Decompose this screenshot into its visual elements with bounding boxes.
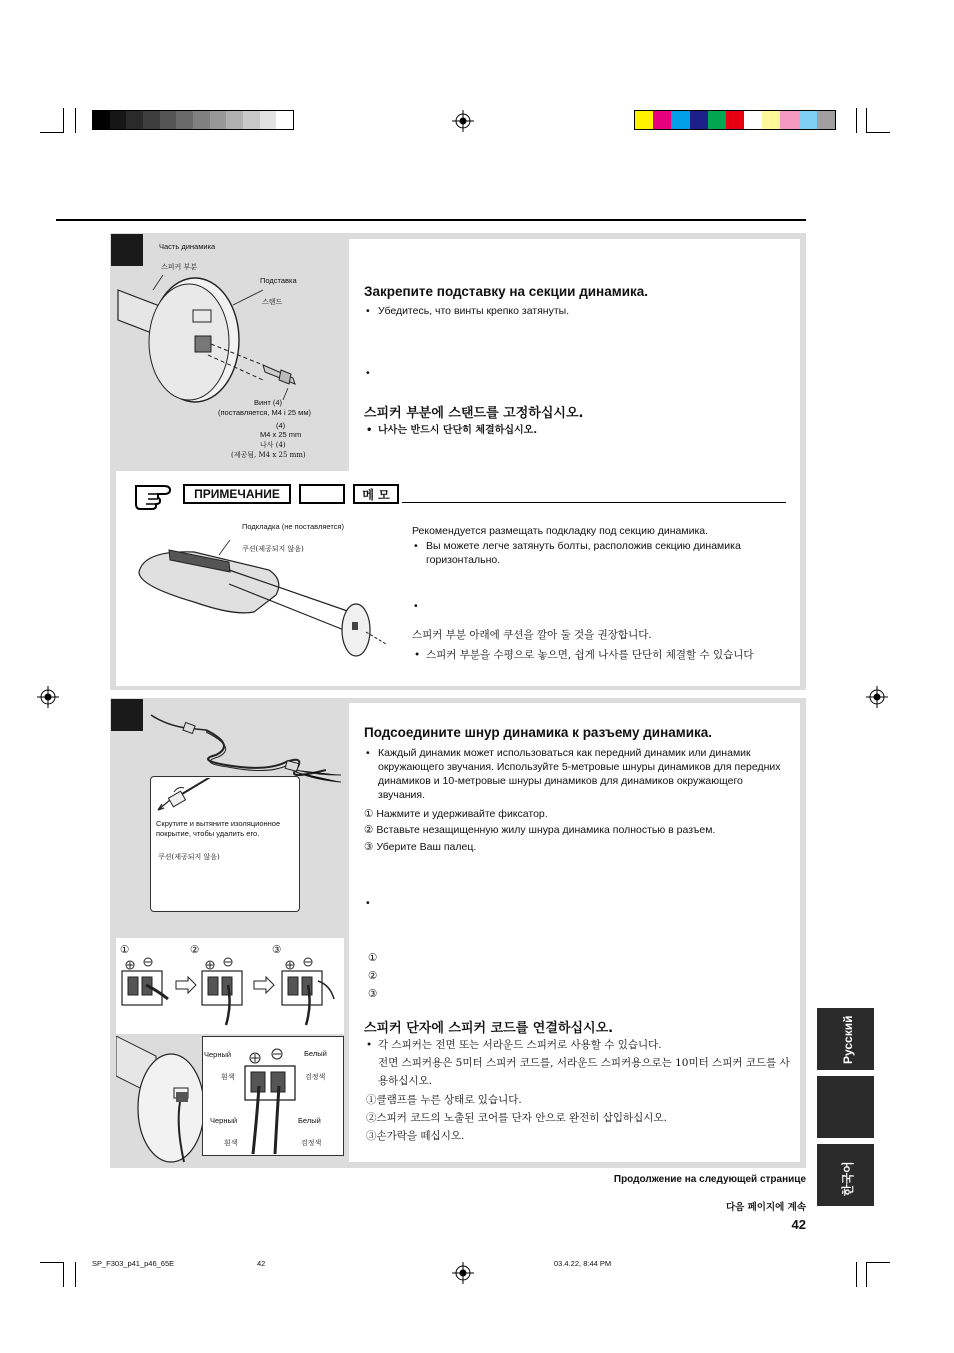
step2-step-ko-3: ③손가락을 떼십시오. — [366, 1130, 465, 1142]
terminal-white-ko-2: 흰색 — [224, 1139, 238, 1147]
terminal-black-ko-2: 검정색 — [301, 1139, 322, 1147]
step1-bullet-ko — [364, 424, 784, 438]
registration-mark-bottom — [452, 1262, 474, 1284]
color-swatch — [671, 111, 689, 129]
gray-swatch — [93, 111, 110, 129]
page-number: 42 — [791, 1217, 806, 1232]
color-swatch — [799, 111, 817, 129]
fig1-part-label-ru: Часть динамика — [159, 242, 216, 251]
step2-bullet-ko-text — [364, 1036, 798, 1090]
color-swatch — [690, 111, 708, 129]
slug-file: SP_F303_p41_p46_65E — [92, 1259, 175, 1268]
step2-heading-ru: Подсоедините шнур динамика к разъему динамика. — [364, 725, 713, 740]
registration-mark-top — [452, 110, 474, 132]
note-bullet-ko — [412, 646, 802, 664]
tab-russian-label: Русский — [841, 1015, 855, 1064]
fig1-screw-label-ru-2: (поставляется, M4 i 25 мм) — [218, 408, 311, 417]
terminal-step-label-2: ② — [190, 944, 200, 956]
note-label-ko-text: 메 모 — [362, 487, 390, 502]
continued-ko: 다음 페이지에 계속 — [725, 1202, 806, 1213]
pad-label-ru: Подкладка (не поставляется) — [242, 522, 344, 531]
step1-heading-ko: 스피커 부분에 스탠드를 고정하십시오. — [364, 406, 584, 421]
step2-bullet-ru-text: • Каждый динамик может использоваться как передний динамик или динамик окружающего звучания. Используйте 5-метровые шнуры динамиков для передних динамиков и 10-метровые шнуры динамиков для динамиков окружающего звучания. — [364, 746, 792, 802]
gray-swatch — [176, 111, 193, 129]
note-label-ru — [183, 484, 291, 504]
step2-step-ko-1: ①클램프를 누른 상태로 있습니다. — [366, 1094, 522, 1106]
gray-swatch — [210, 111, 227, 129]
terminal-white-ru-2: Белый — [298, 1116, 321, 1125]
note-label-blank — [299, 484, 345, 504]
tab-russian — [817, 1008, 874, 1070]
terminal-step-label-1: ① — [120, 944, 130, 956]
speaker-terminal-illustration — [116, 1036, 206, 1166]
note-bullet-ru — [412, 539, 792, 567]
terminal-black-ru-2: Черный — [210, 1116, 238, 1125]
fig1-screw-label-x-1: (4) — [276, 421, 286, 430]
stand-attach-illustration — [113, 270, 343, 420]
gray-swatch — [143, 111, 160, 129]
step2-bullet-ko-line-1: 각 스피커는 전면 또는 서라운드 스피커로 사용할 수 있습니다. — [378, 1039, 662, 1051]
tab-blank — [817, 1076, 874, 1138]
fig1-screw-label-ru-1: Винт (4) — [254, 398, 283, 407]
fig1-stand-label-ru: Подставка — [260, 276, 297, 285]
step2-heading-ko: 스피커 단자에 스피커 코드를 연결하십시오. — [364, 1021, 614, 1036]
pointing-hand-icon — [134, 476, 178, 512]
terminal-steps-illustration — [118, 955, 342, 1030]
fig1-part-label-ko: 스피커 부분 — [161, 263, 198, 271]
color-swatch — [817, 111, 835, 129]
terminal-black-ru-1: Черный — [204, 1050, 232, 1059]
step2-empty-step-1: ① — [368, 952, 378, 964]
step2-empty-step-3: ③ — [368, 988, 378, 1000]
note-empty-bullet: • — [414, 600, 418, 612]
continued-ru: Продолжение на следующей странице — [613, 1174, 806, 1185]
color-swatch — [726, 111, 744, 129]
color-swatch — [653, 111, 671, 129]
strip-caption-ko: 쿠션(제공되지 않음) — [158, 853, 220, 861]
gray-swatch — [193, 111, 210, 129]
step2-step-ru-2: ② Вставьте незащищенную жилу шнура динамика полностью в разъем. — [364, 824, 716, 836]
step2-number-box — [111, 699, 143, 731]
note-bullet-ko-text: • 스피커 부분을 수평으로 놓으면, 쉽게 나사를 단단히 체결할 수 있습니다 — [412, 646, 802, 664]
fig1-screw-label-ko-2: (제공됨, M4 x 25 mm) — [231, 451, 306, 459]
note-label-ru-text: ПРИМЕЧАНИЕ — [194, 487, 280, 501]
fig1-screw-label-x-2: M4 x 25 mm — [260, 430, 302, 439]
registration-mark-left — [37, 686, 59, 708]
gray-swatch — [226, 111, 243, 129]
tab-korean — [817, 1144, 874, 1206]
fig1-screw-label-ko-1: 나사 (4) — [260, 441, 286, 449]
step1-bullet-ko-text: • 나사는 반드시 단단히 체결하십시오. — [364, 424, 784, 438]
note-label-ko — [353, 484, 399, 504]
terminal-detail-illustration — [235, 1046, 305, 1154]
fig1-stand-label-ko: 스탠드 — [262, 298, 283, 306]
tab-korean-label: 한국어 — [841, 1161, 855, 1196]
process-color-bar — [634, 110, 836, 130]
gray-swatch — [110, 111, 127, 129]
color-swatch — [708, 111, 726, 129]
step1-bullet-ru — [364, 304, 784, 318]
step2-step-ru-1: ① Нажмите и удерживайте фиксатор. — [364, 808, 548, 820]
step2-empty-bullet: • — [366, 897, 370, 909]
top-rule — [56, 219, 806, 221]
slug-page: 42 — [257, 1259, 266, 1268]
strip-wire-illustration — [152, 778, 298, 818]
step1-bullet-ru-text: • Убедитесь, что винты крепко затянуты. — [364, 304, 784, 318]
gray-swatch — [160, 111, 177, 129]
step1-heading-ru: Закрепите подставку на секции динамика. — [364, 284, 649, 299]
note-text-ko-1: 스피커 부분 아래에 쿠션을 깔아 둘 것을 권장합니다. — [412, 629, 652, 641]
color-swatch — [744, 111, 762, 129]
step1-empty-bullet: • — [366, 367, 370, 379]
note-text-ru-1: Рекомендуется размещать подкладку под секцию динамика. — [412, 525, 709, 537]
strip-caption-ru: Скрутите и вытяните изоляционное покрытие, чтобы удалить его. — [156, 819, 281, 838]
terminal-black-ko-1: 검정색 — [305, 1073, 326, 1081]
speaker-on-pad-illustration — [134, 540, 394, 665]
note-bullet-ru-text: • Вы можете легче затянуть болты, расположив секцию динамика горизонтально. — [412, 539, 792, 567]
gray-swatch — [243, 111, 260, 129]
gray-swatch — [276, 111, 293, 129]
gray-swatch — [126, 111, 143, 129]
registration-mark-right — [866, 686, 888, 708]
grayscale-color-bar — [92, 110, 294, 130]
step2-empty-step-2: ② — [368, 970, 378, 982]
step2-bullet-ru — [364, 746, 792, 802]
color-swatch — [780, 111, 798, 129]
terminal-step-label-3: ③ — [272, 944, 282, 956]
color-swatch — [762, 111, 780, 129]
step2-step-ru-3: ③ Уберите Ваш палец. — [364, 841, 477, 853]
step2-bullet-ko-line-2: 전면 스피커용은 5미터 스피커 코드를, 서라운드 스피커용으로는 10미터 스피커 코드를 사용하십시오. — [378, 1057, 790, 1087]
note-rule — [402, 502, 786, 503]
step1-number-box — [111, 234, 143, 266]
step2-step-ko-2: ②스피커 코드의 노출된 코어를 단자 안으로 완전히 삽입하십시오. — [366, 1112, 667, 1124]
color-swatch — [635, 111, 653, 129]
pad-label-ko: 쿠션(제공되지 않음) — [242, 545, 304, 553]
gray-swatch — [260, 111, 277, 129]
terminal-white-ko-1: 흰색 — [221, 1073, 235, 1081]
step2-bullet-ko — [364, 1036, 798, 1090]
terminal-white-ru-1: Белый — [304, 1049, 327, 1058]
slug-date: 03.4.22, 8:44 PM — [554, 1259, 612, 1268]
